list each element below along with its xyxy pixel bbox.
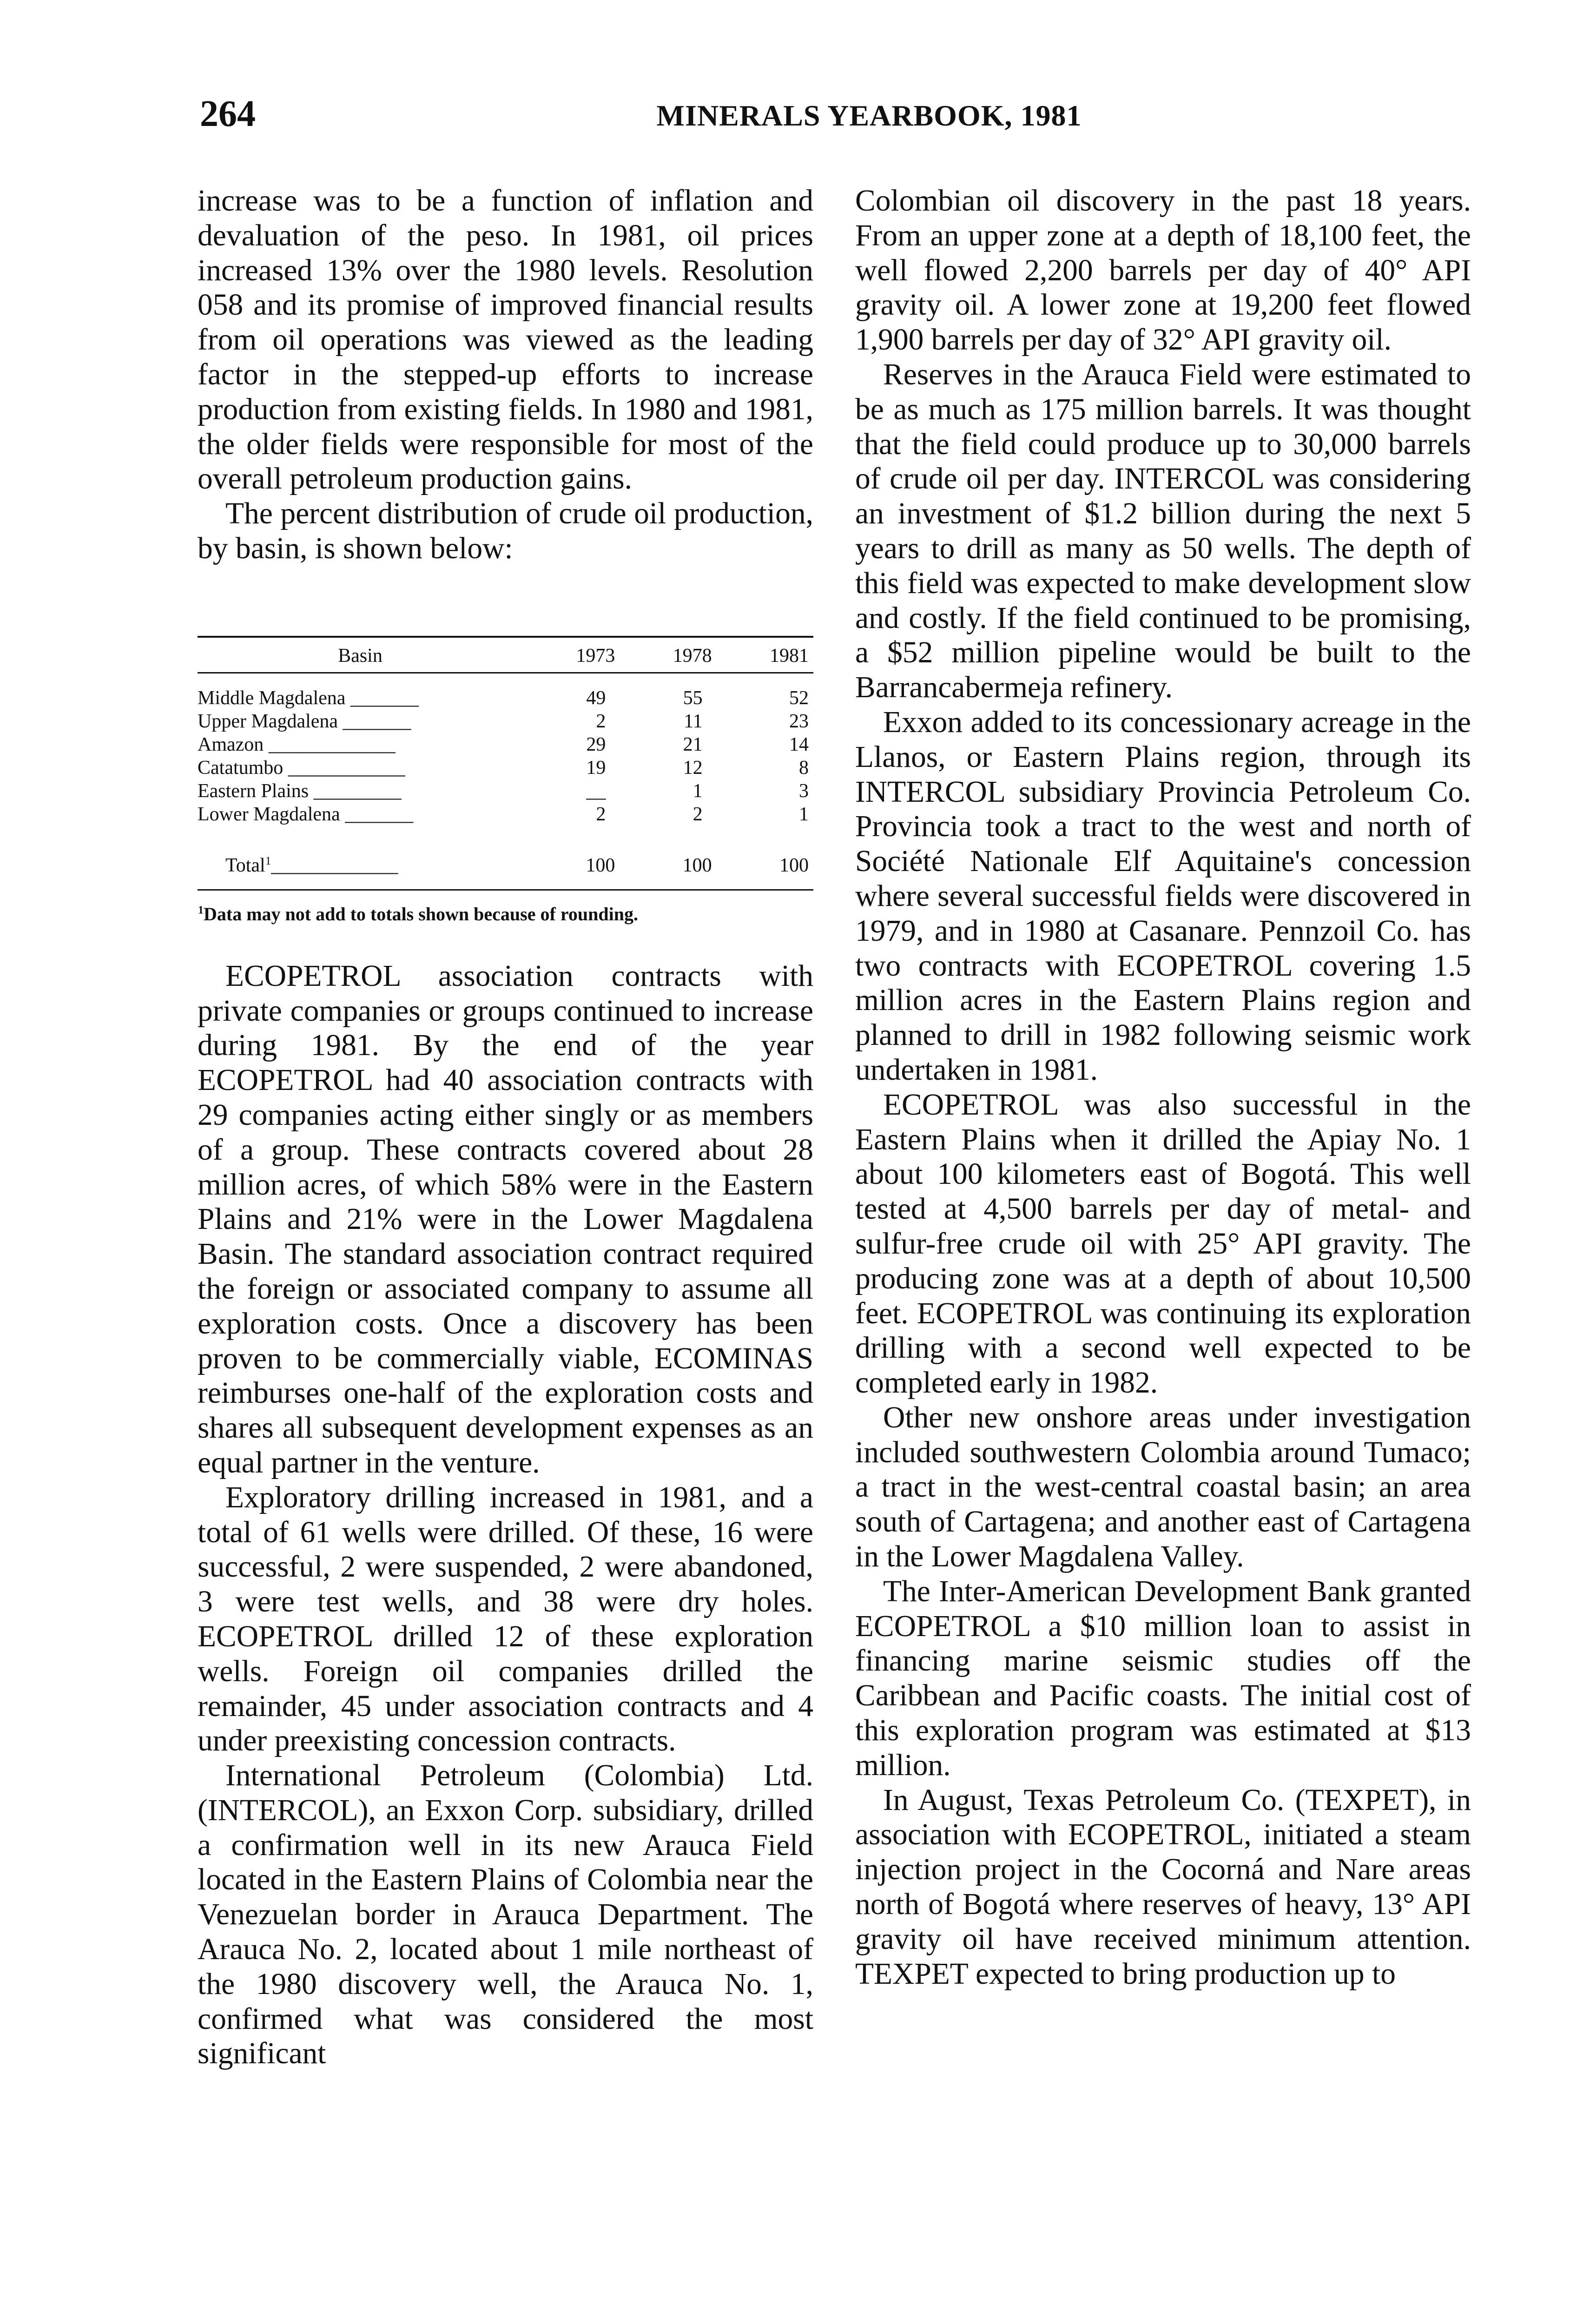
table-row (198, 673, 813, 710)
page-number: 264 (200, 93, 256, 134)
table-header-row (198, 637, 813, 673)
paragraph-association-contracts: ECOPETROL association contracts with private companies or groups continued to increase during 1981. By the end of the year ECOPETROL had 40 association contracts with 29 companies acting either singly or as members of a group. These contracts covered about 28 million acres, of which 58% were in the Eastern Plains and 21% were in the Lower Magdalena Basin. The standard association contract required the foreign or associated company to assume all exploration costs. Once a discovery has been proven to be commercially viable, ECOMINAS reimburses one-half of the exploration costs and shares all subsequent development expenses as an equal partner in the venture. (198, 959, 813, 1479)
table-footnote (198, 890, 813, 926)
leader-dots: _______ (345, 803, 414, 825)
total-label-cell (198, 826, 523, 890)
table-row (198, 803, 813, 826)
paragraph-arauca-reserves: Reserves in the Arauca Field were estimated to be as much as 175 million barrels. It was thought that the field could produce up to 30,000 barrels of crude oil per day. INTERCOL was considering an investment of $1.2 billion during the next 5 years to drill as many as 50 wells. The depth of this field was expected to make development slow and costly. If the field continued to be promising, a $52 million pipeline would be built to the Barrancabermeja refinery. (855, 357, 1471, 705)
value-1973: 2 (596, 803, 606, 825)
value-1973: 19 (586, 757, 606, 779)
value-1978: 11 (684, 710, 703, 732)
table-total-row (198, 826, 813, 890)
basin-name: Lower Magdalena (198, 803, 340, 825)
leader-dots: _____________ (271, 854, 398, 876)
table-row (198, 733, 813, 756)
value-1981: 1 (799, 803, 809, 825)
basin-name-cell (198, 803, 523, 826)
basin-name-cell (198, 710, 523, 733)
leader-dots: ____________ (288, 757, 405, 779)
footnote-text: Data may not add to totals shown because of rounding. (204, 903, 638, 924)
header-basin: Basin (198, 637, 523, 673)
paragraph-apiay-well: ECOPETROL was also successful in the Eastern Plains when it drilled the Apiay No. 1 about 100 kilometers east of Bogotá. This well tested at 4,500 barrels per day of metal- and sulfur-free crude oil with 25° API gravity. The producing zone was at a depth of about 10,500 feet. ECOPETROL was continuing its exploration drilling with a second well expected to be completed early in 1982. (855, 1088, 1471, 1400)
leader-dots: _______ (343, 710, 411, 732)
basin-name: Middle Magdalena (198, 687, 346, 709)
right-column (855, 184, 1471, 1991)
paragraph-exploratory-drilling: Exploratory drilling increased in 1981, and a total of 61 wells were drilled. Of these, 16 were successful, 2 were suspended, 2 were abandoned, 3 were test wells, and 38 were dry holes. ECOPETROL drilled 12 of these exploration wells. Foreign oil companies drilled the remainder, 45 under association contracts and 4 under preexisting concession contracts. (198, 1480, 813, 1758)
total-footnote-mark: 1 (265, 854, 271, 867)
paragraph-intercol: International Petroleum (Colombia) Ltd. (INTERCOL), an Exxon Corp. subsidiary, drilled a confirmation well in its new Arauca Field located in the Eastern Plains of Colombia near the Venezuelan border in Arauca Department. The Arauca No. 2, located about 1 mile northeast of the 1980 discovery well, the Arauca No. 1, confirmed what was considered the most significant (198, 1759, 813, 2071)
basin-distribution-table-block (198, 636, 813, 926)
total-1973: 100 (586, 854, 615, 876)
value-1981: 23 (789, 710, 809, 732)
value-1978: 12 (683, 757, 703, 779)
value-1981: 8 (799, 757, 809, 779)
basin-name: Catatumbo (198, 757, 284, 779)
header-1978: 1978 (620, 637, 716, 673)
value-1978: 55 (683, 687, 703, 709)
running-title: MINERALS YEARBOOK, 1981 (656, 99, 1082, 132)
table-footnote-row (198, 890, 813, 926)
paragraph-exxon-acreage: Exxon added to its concessionary acreage in the Llanos, or Eastern Plains region, through its INTERCOL subsidiary Provincia Petroleum Co. Provincia took a tract to the west and north of Société Nationale Elf Aquitaine's concession where several successful fields were discovered in 1979, and in 1980 at Casanare. Pennzoil Co. has two contracts with ECOPETROL covering 1.5 million acres in the Eastern Plains region and planned to drill in 1982 following seismic work undertaken in 1981. (855, 705, 1471, 1087)
header-1981: 1981 (717, 637, 813, 673)
value-1981: 3 (799, 780, 809, 802)
basin-name: Eastern Plains (198, 780, 309, 802)
value-1978: 1 (693, 780, 703, 802)
paragraph-distribution-intro: The percent distribution of crude oil production, by basin, is shown below: (198, 497, 813, 565)
value-1973: 49 (586, 687, 606, 709)
paragraph-texpet: In August, Texas Petroleum Co. (TEXPET), in association with ECOPETROL, initiated a steam injection project in the Cocorná and Nare areas north of Bogotá where reserves of heavy, 13° API gravity oil have received minimum attention. TEXPET expected to bring production up to (855, 1783, 1471, 1991)
basin-name: Upper Magdalena (198, 710, 338, 732)
basin-name: Amazon (198, 733, 264, 755)
value-1978: 21 (683, 733, 703, 755)
total-1981: 100 (779, 854, 809, 876)
basin-name-cell (198, 673, 523, 710)
value-1981: 52 (789, 687, 809, 709)
paragraph-idb-loan: The Inter-American Development Bank granted ECOPETROL a $10 million loan to assist in financing marine seismic studies off the Caribbean and Pacific coasts. The initial cost of this exploration program was estimated at $13 million. (855, 1574, 1471, 1782)
leader-dots: _______ (350, 687, 419, 709)
header-1973: 1973 (523, 637, 620, 673)
total-1978: 100 (682, 854, 712, 876)
value-1973: 29 (586, 733, 606, 755)
basin-distribution-table (198, 636, 813, 926)
table-row (198, 710, 813, 733)
total-label: Total (225, 854, 265, 876)
footnote-mark: 1 (198, 904, 204, 917)
basin-name-cell (198, 756, 523, 779)
paragraph-inflation: increase was to be a function of inflation and devaluation of the peso. In 1981, oil prices increased 13% over the 1980 levels. Resolution 058 and its promise of improved financial results from oil operations was viewed as the leading factor in the stepped-up efforts to increase production from existing fields. In 1980 and 1981, the older fields were responsible for most of the overall petroleum production gains. (198, 184, 813, 496)
paragraph-onshore-areas: Other new onshore areas under investigation included southwestern Colombia around Tumaco; a tract in the west-central coastal basin; an area south of Cartagena; and another east of Cartagena in the Lower Magdalena Valley. (855, 1400, 1471, 1574)
value-1973: 2 (596, 710, 606, 732)
table-row (198, 779, 813, 803)
leader-dots: _________ (313, 780, 402, 802)
value-1973: __ (586, 780, 606, 802)
basin-name-cell (198, 733, 523, 756)
table-row (198, 756, 813, 779)
basin-name-cell (198, 779, 523, 803)
leader-dots: _____________ (268, 733, 396, 755)
paragraph-arauca-discovery: Colombian oil discovery in the past 18 years. From an upper zone at a depth of 18,100 feet, the well flowed 2,200 barrels per day of 40° API gravity oil. A lower zone at 19,200 feet flowed 1,900 barrels per day of 32° API gravity oil. (855, 184, 1471, 357)
left-column (198, 184, 813, 2071)
value-1978: 2 (693, 803, 703, 825)
value-1981: 14 (789, 733, 809, 755)
